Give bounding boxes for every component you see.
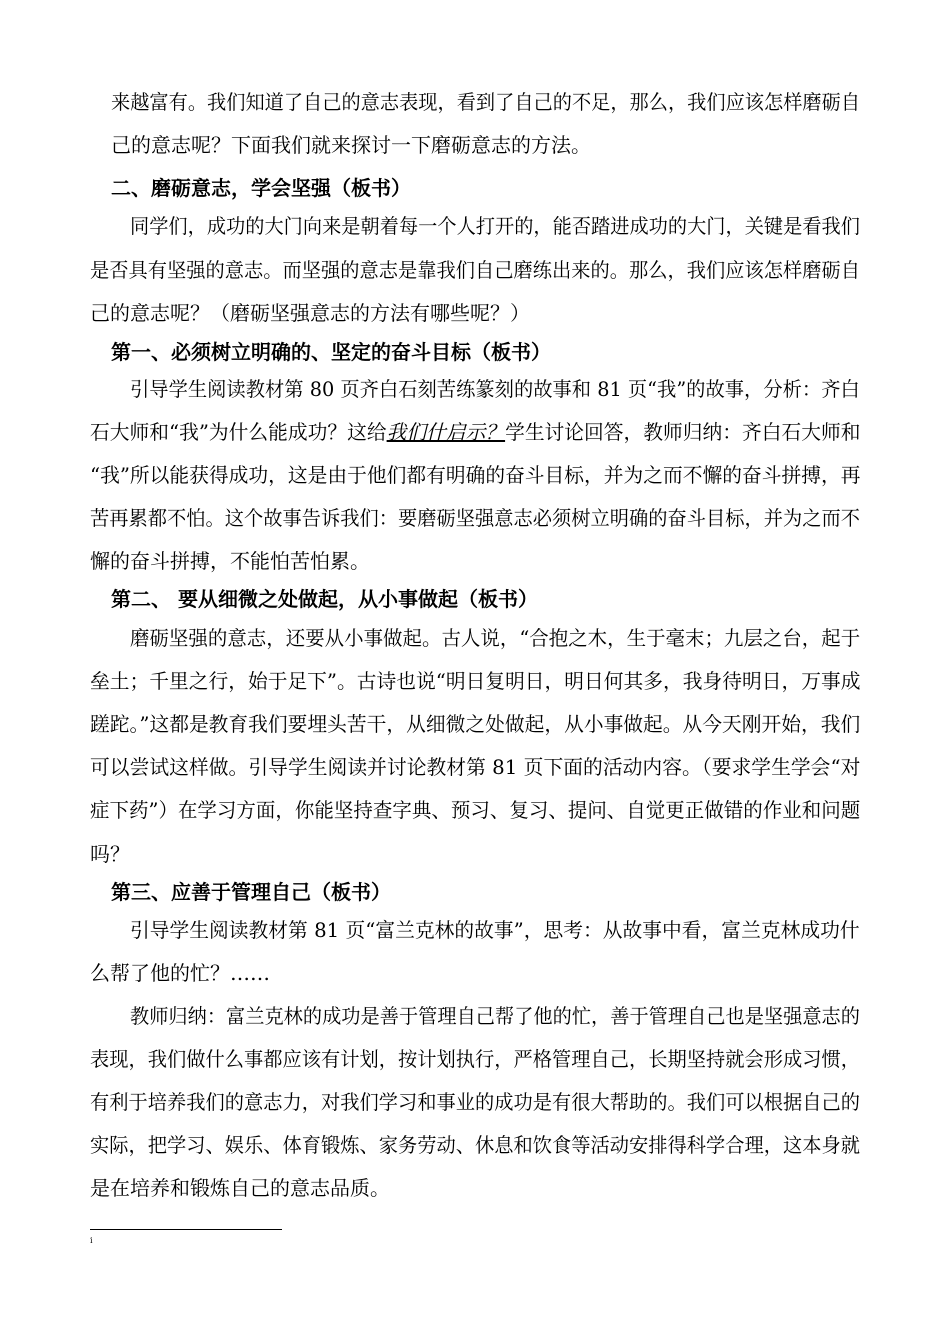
paragraph-line: 症下药”）在学习方面，你能坚持查字典、预习、复习、提问、自觉更正做错的作业和问题 [90, 798, 861, 822]
paragraph-line: “我”所以能获得成功，这是由于他们都有明确的奋斗目标，并为之而不懈的奋斗拼搏，再 [90, 463, 861, 487]
paragraph-line: 教师归纳：富兰克林的成功是善于管理自己帮了他的忙，善于管理自己也是坚强意志的 [130, 1004, 860, 1028]
highlighted-phrase: 我们什启示？ [386, 420, 506, 444]
paragraph-line: 可以尝试这样做。引导学生阅读并讨论教材第 81 页下面的活动内容。（要求学生学会“对 [90, 755, 861, 779]
paragraph-line: 实际，把学习、娱乐、体育锻炼、家务劳动、休息和饮食等活动安排得科学合理，这本身就 [90, 1133, 860, 1157]
paragraph-line: 有利于培养我们的意志力，对我们学习和事业的成功是有很大帮助的。我们可以根据自己的 [90, 1090, 860, 1114]
paragraph-line: 引导学生阅读教材第 81 页“富兰克林的故事”，思考：从故事中看，富兰克林成功什 [130, 918, 860, 942]
line-text-after: 学生讨论回答，教师归纳：齐白石大师和 [505, 420, 861, 444]
paragraph-line [90, 420, 860, 444]
subsection-heading: 第三、应善于管理自己（板书） [111, 880, 391, 904]
footnote-separator [90, 1229, 282, 1230]
paragraph-line: 苦再累都不怕。这个故事告诉我们：要磨砺坚强意志必须树立明确的奋斗目标，并为之而不 [90, 506, 860, 530]
subsection-heading: 第一、必须树立明确的、坚定的奋斗目标（板书） [111, 340, 551, 364]
footnote-mark: i [90, 1236, 93, 1245]
paragraph-line: 垒土；千里之行，始于足下”。古诗也说“明日复明日，明日何其多，我身待明日，万事成 [90, 669, 861, 693]
paragraph-line: 表现，我们做什么事都应该有计划，按计划执行，严格管理自己，长期坚持就会形成习惯， [90, 1047, 860, 1071]
paragraph-line: 是在培养和锻炼自己的意志品质。 [90, 1176, 390, 1200]
section-heading: 二、磨砺意志，学会坚强（板书） [111, 176, 411, 200]
paragraph-line: 吗？ [90, 842, 130, 866]
paragraph-line: 懈的奋斗拼搏，不能怕苦怕累。 [90, 549, 370, 573]
line-text-before: 石大师和“我”为什么能成功？这给 [90, 420, 387, 444]
paragraph-line: 己的意志呢？下面我们就来探讨一下磨砺意志的方法。 [111, 133, 591, 157]
subsection-heading: 第二、 要从细微之处做起，从小事做起（板书） [111, 587, 538, 611]
paragraph-line: 来越富有。我们知道了自己的意志表现，看到了自己的不足，那么，我们应该怎样磨砺自 [111, 90, 861, 114]
paragraph-line: 磨砺坚强的意志，还要从小事做起。古人说，“合抱之木，生于毫末；九层之台，起于 [130, 626, 861, 650]
paragraph-line: 己的意志呢？（磨砺坚强意志的方法有哪些呢？） [90, 301, 530, 325]
paragraph-line: 是否具有坚强的意志。而坚强的意志是靠我们自己磨练出来的。那么，我们应该怎样磨砺自 [90, 258, 860, 282]
paragraph-line: 蹉跎。”这都是教育我们要埋头苦干，从细微之处做起，从小事做起。从今天刚开始，我们 [90, 712, 861, 736]
paragraph-line: 引导学生阅读教材第 80 页齐白石刻苦练篆刻的故事和 81 页“我”的故事，分析：齐白 [130, 377, 860, 401]
paragraph-line: 同学们，成功的大门向来是朝着每一个人打开的，能否踏进成功的大门，关键是看我们 [130, 214, 860, 238]
paragraph-line: 么帮了他的忙？…… [90, 961, 270, 985]
